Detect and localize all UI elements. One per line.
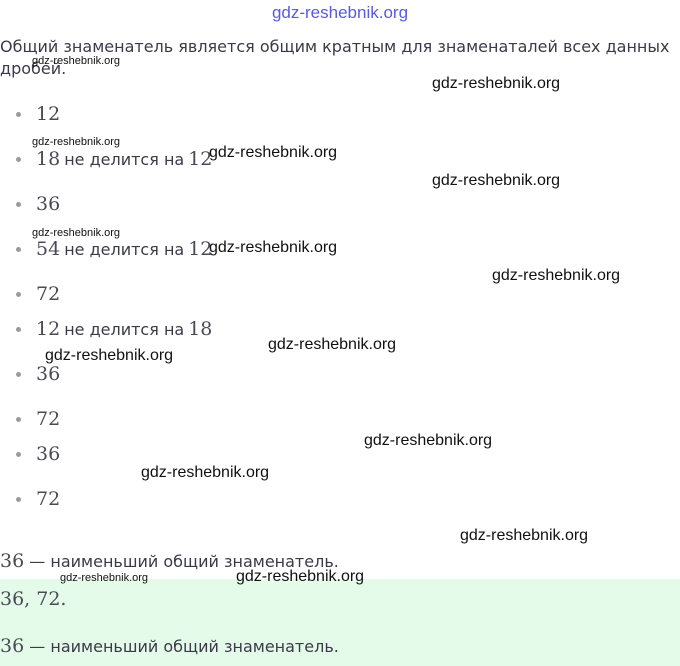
conclusion-text: — наименьший общий знаменатель. — [29, 552, 339, 571]
bullet-icon — [16, 452, 21, 457]
watermark: gdz-reshebnik.org — [432, 75, 561, 92]
watermark: gdz-reshebnik.org — [432, 172, 561, 189]
bullet-icon — [16, 202, 21, 207]
watermark: gdz-reshebnik.org — [32, 55, 121, 67]
bullet-icon — [16, 112, 21, 117]
list-item — [16, 442, 60, 466]
answer-numbers: 36, 72. — [0, 588, 67, 610]
bullet-icon — [16, 497, 21, 502]
item-number-2: 12 — [188, 238, 213, 260]
list-item — [16, 192, 60, 216]
watermark: gdz-reshebnik.org — [236, 568, 365, 585]
item-number: 36 — [36, 193, 61, 215]
watermark-top: gdz-reshebnik.org — [271, 3, 409, 22]
watermark: gdz-reshebnik.org — [209, 144, 338, 161]
item-number: 54 — [36, 238, 61, 260]
item-number: 36 — [36, 443, 61, 465]
list-item — [16, 102, 60, 126]
item-number-2: 12 — [188, 148, 213, 170]
list-item — [16, 487, 60, 511]
answer-line-1 — [0, 588, 66, 610]
bullet-icon — [16, 327, 21, 332]
intro-text: Общий знаменатель является общим кратным для знаменаталей всех данных дробей. — [0, 37, 670, 78]
item-text: не делится на — [64, 149, 185, 169]
list-item — [16, 362, 60, 386]
bullet-icon — [16, 372, 21, 377]
item-number: 12 — [36, 103, 61, 125]
list-item — [16, 282, 60, 306]
bullet-icon — [16, 247, 21, 252]
list-item — [16, 147, 212, 171]
watermark: gdz-reshebnik.org — [45, 347, 174, 364]
conclusion-number: 36 — [0, 550, 25, 572]
bullet-icon — [16, 157, 21, 162]
list-item — [16, 237, 212, 261]
watermark: gdz-reshebnik.org — [460, 527, 589, 544]
answer-number: 36 — [0, 635, 25, 657]
list-item — [16, 317, 212, 341]
answer-line-2 — [0, 635, 339, 657]
watermark: gdz-reshebnik.org — [209, 239, 338, 256]
item-number: 36 — [36, 363, 61, 385]
item-number: 72 — [36, 488, 61, 510]
watermark: gdz-reshebnik.org — [364, 432, 493, 449]
watermark: gdz-reshebnik.org — [492, 267, 621, 284]
watermark: gdz-reshebnik.org — [60, 572, 149, 584]
watermark: gdz-reshebnik.org — [32, 227, 121, 239]
item-number-2: 18 — [188, 318, 213, 340]
item-text: не делится на — [64, 319, 185, 339]
watermark: gdz-reshebnik.org — [32, 136, 121, 148]
item-text: не делится на — [64, 239, 185, 259]
item-number: 72 — [36, 408, 61, 430]
answer-text: — наименьший общий знаменатель. — [29, 637, 339, 656]
item-number: 18 — [36, 148, 61, 170]
watermark: gdz-reshebnik.org — [141, 464, 270, 481]
list-item — [16, 407, 60, 431]
answer-box — [0, 579, 680, 666]
bullet-icon — [16, 417, 21, 422]
item-number: 72 — [36, 283, 61, 305]
watermark: gdz-reshebnik.org — [268, 336, 397, 353]
item-number: 12 — [36, 318, 61, 340]
bullet-icon — [16, 292, 21, 297]
